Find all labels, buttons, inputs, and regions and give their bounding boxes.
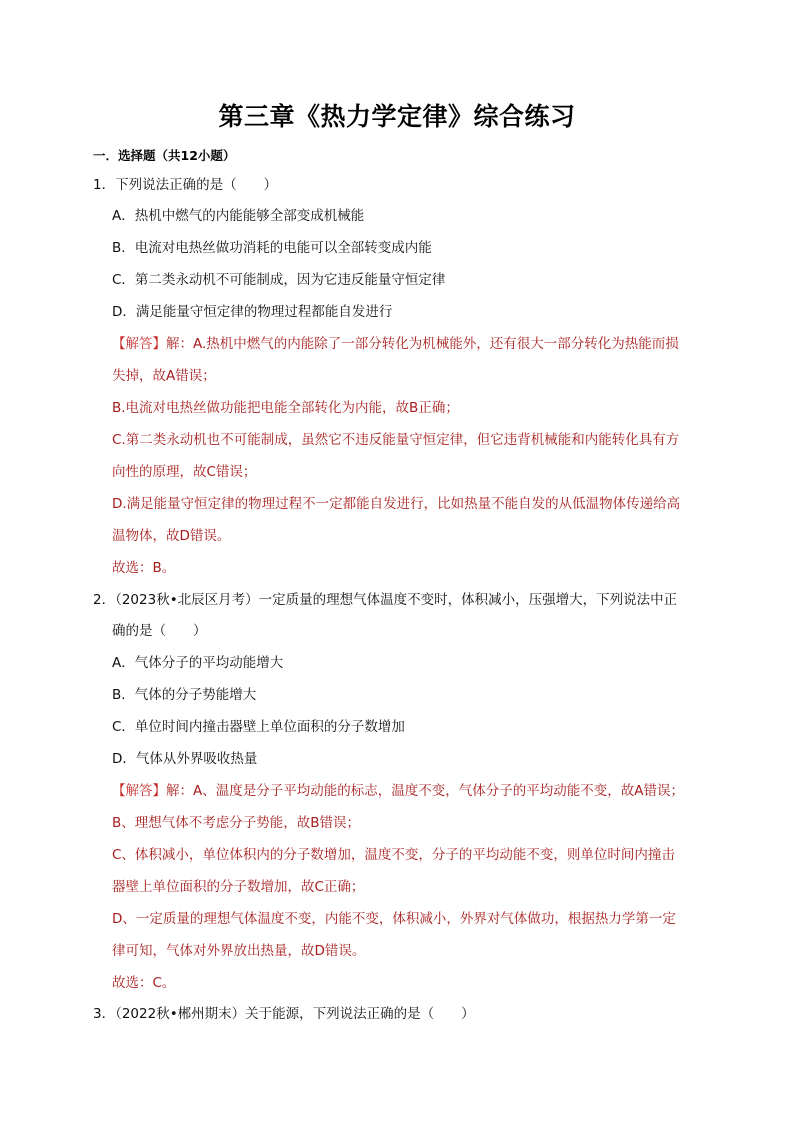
question-2-answer-line: 器壁上单位面积的分子数增加，故C正确；: [112, 879, 365, 895]
answer-text: 解：A.热机中燃气的内能除了一部分转化为机械能外，还有很大一部分转化为热能而损: [166, 336, 679, 352]
page-title: 第三章《热力学定律》综合练习: [218, 102, 576, 131]
question-2-stem-cont: 确的是（ ）: [112, 623, 207, 639]
question-2-option-b: B．气体的分子势能增大: [112, 687, 257, 703]
question-1-answer-line: B.电流对电热丝做功能把电能全部转化为内能，故B正确；: [112, 400, 459, 416]
question-2-answer-line: D、一定质量的理想气体温度不变，内能不变，体积减小，外界对气体做功，根据热力学第一定: [112, 911, 676, 927]
question-1-option-c: C．第二类永动机不可能制成，因为它违反能量守恒定律: [112, 272, 446, 288]
question-1-answer-line: [112, 334, 679, 354]
question-1-answer-line: D.满足能量守恒定律的物理过程不一定都能自发进行，比如热量不能自发的从低温物体传递给高: [112, 496, 681, 512]
question-2-answer-line: [112, 781, 684, 801]
question-1-stem: 1．下列说法正确的是（ ）: [93, 177, 278, 193]
answer-tag: 【解答】: [112, 336, 166, 352]
question-2-option-c: C．单位时间内撞击器壁上单位面积的分子数增加: [112, 719, 405, 735]
question-1-option-b: B．电流对电热丝做功消耗的电能可以全部转变成内能: [112, 240, 432, 256]
answer-tag: 【解答】: [112, 783, 166, 799]
question-2-answer-choice: 故选：C。: [112, 975, 176, 991]
question-2-option-d: D．气体从外界吸收热量: [112, 751, 258, 767]
question-2-answer-line: B、理想气体不考虑分子势能，故B错误；: [112, 815, 361, 831]
question-2-answer-line: 律可知，气体对外界放出热量，故D错误。: [112, 943, 366, 959]
question-1-answer-line: 温物体，故D错误。: [112, 528, 231, 544]
answer-text: 解：A、温度是分子平均动能的标志，温度不变，气体分子的平均动能不变，故A错误；: [166, 783, 684, 799]
question-2-stem: 2．（2023秋•北辰区月考）一定质量的理想气体温度不变时，体积减小，压强增大，下列说法中正: [93, 592, 678, 608]
question-1-answer-line: 失掉，故A错误；: [112, 368, 216, 384]
section-heading: 一．选择题（共12小题）: [93, 148, 236, 163]
question-3-stem: 3．（2022秋•郴州期末）关于能源，下列说法正确的是（ ）: [93, 1006, 475, 1022]
question-1-option-d: D．满足能量守恒定律的物理过程都能自发进行: [112, 304, 393, 320]
question-1-answer-line: 向性的原理，故C错误；: [112, 464, 257, 480]
question-1-answer-choice: 故选：B。: [112, 560, 176, 576]
question-2-answer-line: C、体积减小，单位体积内的分子数增加，温度不变，分子的平均动能不变，则单位时间内撞击: [112, 847, 675, 863]
question-1-answer-line: C.第二类永动机也不可能制成，虽然它不违反能量守恒定律，但它违背机械能和内能转化具有方: [112, 432, 680, 448]
question-2-option-a: A．气体分子的平均动能增大: [112, 655, 284, 671]
question-1-option-a: A．热机中燃气的内能能够全部变成机械能: [112, 208, 365, 224]
